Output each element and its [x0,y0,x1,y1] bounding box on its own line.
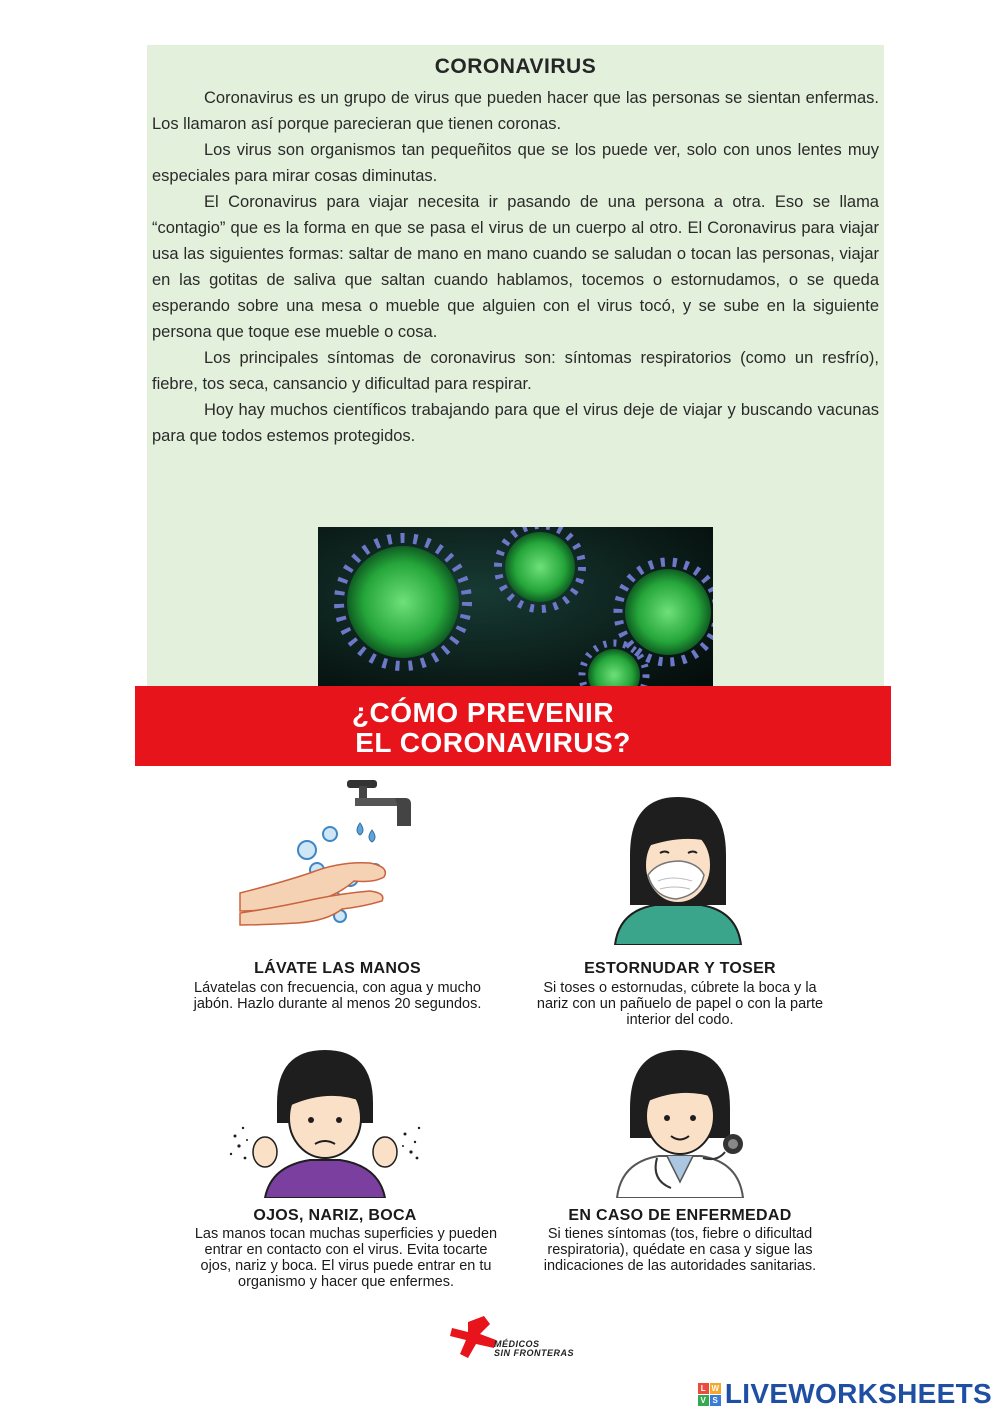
water-drop-icon [357,823,375,842]
reading-paragraph: Coronavirus es un grupo de virus que pueden hacer que las personas se sientan enfermas. Los llamaron así porque parecieran que tienen coronas. [152,89,879,133]
banner-line-2: EL CORONAVIRUS? [355,727,631,758]
tip-title: OJOS, NARIZ, BOCA [253,1207,417,1224]
tip-text: Si tienes síntomas (tos, fiebre o dificultad respiratoria), quédate en casa y sigue las indicaciones de las autoridades sanitarias. [543,1226,817,1274]
virus-photo [318,527,713,689]
reading-paragraph: Los principales síntomas de coronavirus son: síntomas respiratorios (como un resfrío), fiebre, tos seca, cansancio y dificultad para respirar. [152,349,879,393]
logo-letter: W [711,1383,720,1393]
msf-logo-text [494,1340,574,1358]
logo-letter: S [710,1395,721,1406]
logo-letter: L [698,1383,709,1394]
faucet-icon [347,780,411,826]
banner-line-1: ¿CÓMO PREVENIR [351,697,615,728]
liveworksheets-brand[interactable] [698,1378,992,1410]
germs-hands-illustration [225,1048,425,1198]
hand-right-icon [373,1137,397,1167]
msf-line-2: SIN FRONTERAS [494,1348,575,1358]
reading-title: CORONAVIRUS [434,55,597,78]
tip-text: Las manos tocan muchas superficies y pueden entrar en contacto con el virus. Evita tocarte ojos, nariz y boca. El virus puede entrar en tu organismo y hacer que enfermes. [194,1226,498,1290]
reading-paragraph: Hoy hay muchos científicos trabajando para que el virus deje de viajar y buscando vacunas para que todos estemos protegidos. [152,401,879,445]
msf-line-1: MÉDICOS [494,1339,540,1349]
hands-icon [240,863,385,925]
reading-body [152,85,879,449]
tip-text: Lávatelas con frecuencia, con agua y mucho jabón. Hazlo durante al menos 20 segundos. [193,980,482,1012]
hand-left-icon [253,1137,277,1167]
logo-letter: V [698,1395,709,1406]
reading-paragraph: Los virus son organismos tan pequeñitos que se los puede ver, solo con unos lentes muy especiales para mirar cosas diminutas. [152,141,879,185]
sneezing-illustration [610,795,745,945]
tip-title: LÁVATE LAS MANOS [254,960,421,977]
tip-title: ESTORNUDAR Y TOSER [584,960,776,977]
brand-text: LIVEWORKSHEETS [724,1378,992,1409]
handwashing-illustration [235,778,420,938]
tip-title: EN CASO DE ENFERMEDAD [568,1207,792,1224]
reading-paragraph: El Coronavirus para viajar necesita ir pasando de una persona a otra. Eso se llama “contagio” que es la forma en que se pasa el virus de un cuerpo al otro. El Coronavirus para viajar usa las siguientes formas: saltar de mano en mano cuando se saludan o tocan las personas, viajar en las gotitas de saliva que saltan cuando hablamos, tocemos o estornudamos, o se queda esperando sobre una mesa o mueble que alguien con el virus tocó, y se sube en la siguiente persona que toque ese mueble o cosa. [152,193,879,341]
doctor-illustration [605,1048,755,1198]
prevention-banner [135,686,891,766]
tip-text: Si toses o estornudas, cúbrete la boca y la nariz con un pañuelo de papel o con la parte interior del codo. [536,980,824,1028]
liveworksheets-logo-icon [698,1383,721,1406]
